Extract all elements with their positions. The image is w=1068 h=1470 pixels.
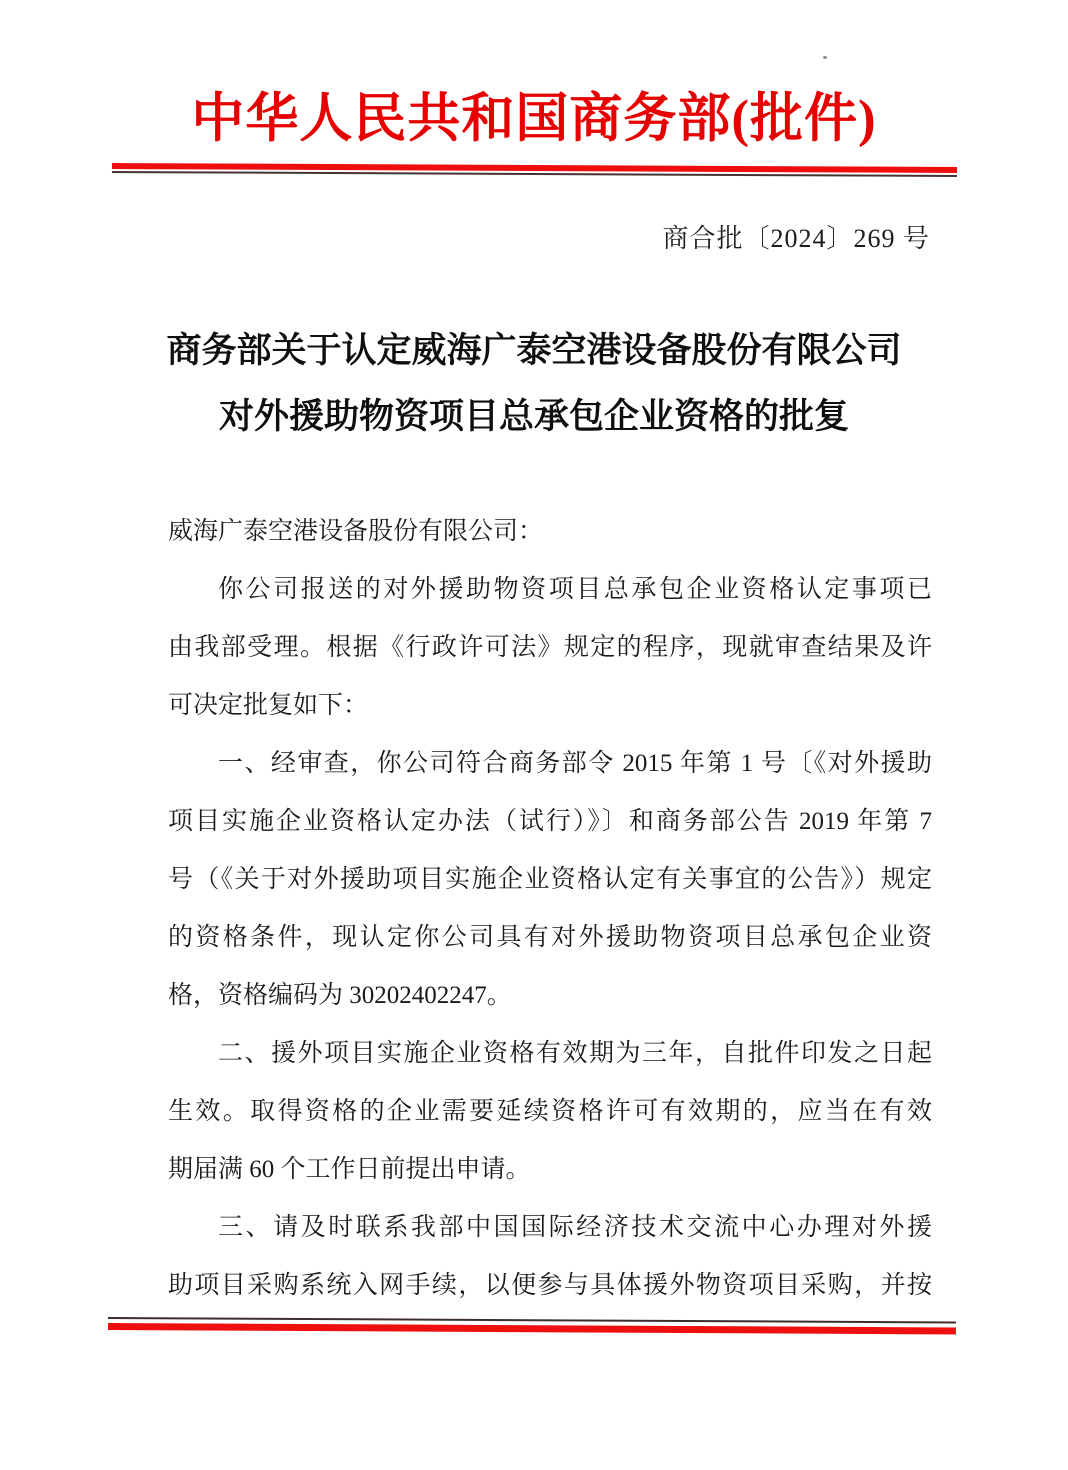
body-line: 助项目采购系统入网手续，以便参与具体援外物资项目采购，并按: [168, 1272, 932, 1299]
body-line: 生效。取得资格的企业需要延续资格许可有效期的，应当在有效: [168, 1098, 932, 1125]
document-title-line2: 对外援助物资项目总承包企业资格的批复: [218, 397, 849, 436]
document-title: [0, 318, 1068, 450]
footer-rule: [108, 1317, 956, 1334]
footer-rule-red: [108, 1323, 956, 1334]
body-line: 由我部受理。根据《行政许可法》规定的程序，现就审查结果及许: [168, 634, 932, 661]
document-number: 商合批〔2024〕269 号: [662, 224, 930, 253]
document-body: [168, 503, 932, 1315]
footer-rule-dark: [108, 1317, 956, 1323]
header-rule: [112, 163, 957, 177]
body-line: 二、援外项目实施企业资格有效期为三年，自批件印发之日起: [218, 1040, 932, 1067]
body-line: 项目实施企业资格认定办法（试行）》〕和商务部公告 2019 年第 7: [168, 808, 932, 835]
body-line: 期届满 60 个工作日前提出申请。: [168, 1156, 531, 1183]
body-line: 三、请及时联系我部中国国际经济技术交流中心办理对外援: [218, 1214, 932, 1241]
body-line: 号（《关于对外援助项目实施企业资格认定有关事宜的公告》）规定: [168, 866, 932, 893]
body-line: 格，资格编码为 30202402247。: [168, 982, 512, 1009]
body-line: 的资格条件，现认定你公司具有对外援助物资项目总承包企业资: [168, 924, 932, 951]
body-line: 可决定批复如下：: [168, 692, 369, 719]
document-title-line1: 商务部关于认定威海广泰空港设备股份有限公司: [166, 331, 902, 370]
body-line: 一、经审查，你公司符合商务部令 2015 年第 1 号〔《对外援助: [218, 750, 932, 777]
scan-speck: [823, 56, 827, 59]
body-line: 你公司报送的对外援助物资项目总承包企业资格认定事项已: [218, 576, 932, 603]
letterhead-title: 中华人民共和国商务部(批件): [191, 90, 877, 148]
salutation: 威海广泰空港设备股份有限公司：: [168, 518, 544, 545]
